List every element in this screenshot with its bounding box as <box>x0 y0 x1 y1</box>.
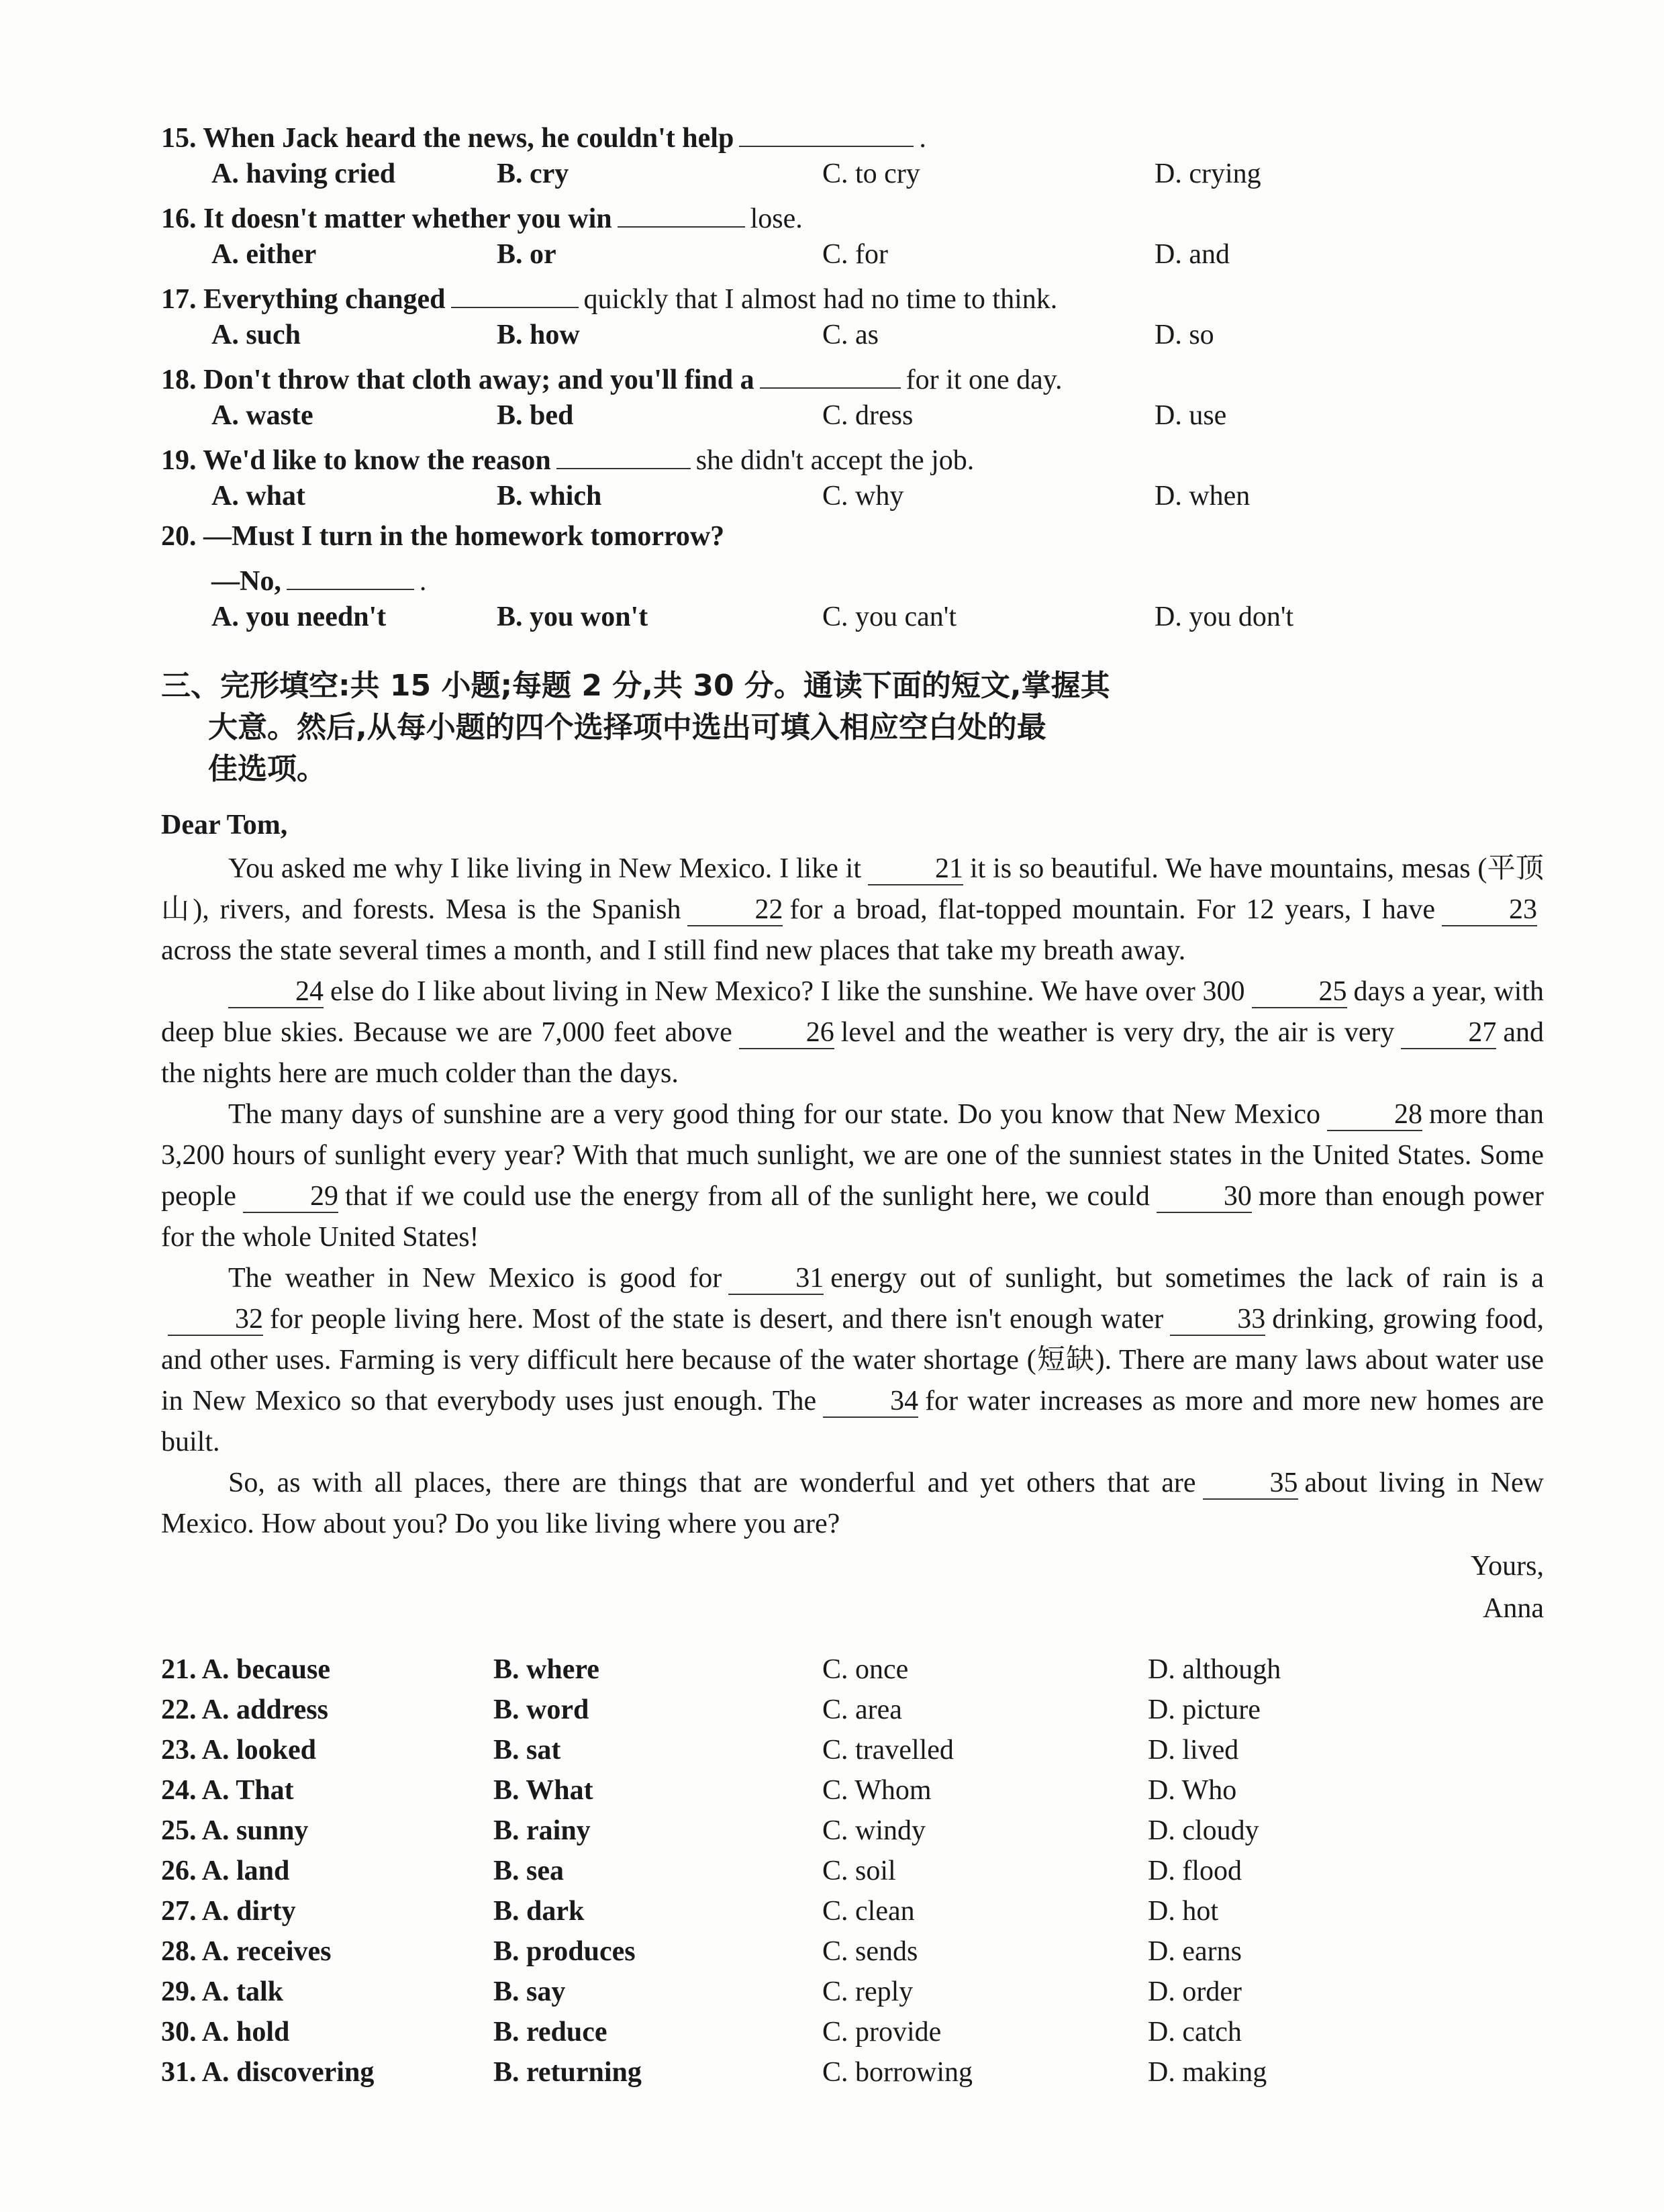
cloze-blank-28: 28 <box>1327 1099 1422 1131</box>
cloze-option-row <box>161 1694 1544 1734</box>
question-stem: 20. —Must I turn in the homework tomorrow? <box>161 521 725 552</box>
option-d: D. crying <box>1155 158 1261 189</box>
option-d: D. order <box>1148 1976 1242 2007</box>
letter-signature: Anna <box>1483 1593 1544 1624</box>
question-stem-end: . <box>919 123 926 154</box>
section-heading-line: 佳选项。 <box>208 752 326 786</box>
passage-text: You asked me why I like living in New Mexico. I like it <box>228 853 861 884</box>
cloze-blank-35: 35 <box>1203 1468 1298 1500</box>
options-16 <box>161 238 1544 277</box>
cloze-blank-31: 31 <box>728 1263 824 1295</box>
option-d: D. lived <box>1148 1735 1239 1766</box>
option-a: 28. A. receives <box>161 1936 332 1967</box>
passage-text: energy out of sunlight, but sometimes the lack of rain is a <box>830 1263 1544 1294</box>
exam-page <box>161 117 1544 2097</box>
option-b: B. word <box>493 1694 589 1725</box>
option-a: 30. A. hold <box>161 2017 290 2048</box>
passage-text: that if we could use the energy from all of the sunlight here, we could <box>344 1181 1150 1212</box>
passage-text: and the nights here are much colder than the days. <box>161 1017 1544 1089</box>
passage-text: more than 3,200 hours of sunlight every year? With that much sunlight, we are one of the sunniest states in the United States. Some people <box>161 1099 1545 1212</box>
answer-blank <box>556 440 691 469</box>
option-b: B. cry <box>497 158 569 189</box>
cloze-blank-25: 25 <box>1252 976 1347 1008</box>
option-c: C. sends <box>822 1936 918 1967</box>
option-b: B. sat <box>493 1735 561 1766</box>
cloze-blank-26: 26 <box>739 1017 834 1049</box>
passage-text: level and the weather is very dry, the air is very <box>840 1017 1395 1048</box>
cloze-option-row <box>161 2016 1544 2056</box>
option-a: 26. A. land <box>161 1856 290 1886</box>
option-b: B. returning <box>493 2057 642 2088</box>
option-c: C. you can't <box>822 602 957 632</box>
option-c: C. borrowing <box>822 2057 973 2088</box>
passage-paragraph-5 <box>161 1463 1544 1545</box>
option-a: 27. A. dirty <box>161 1896 296 1927</box>
cloze-blank-33: 33 <box>1170 1304 1265 1336</box>
option-c: C. reply <box>822 1976 914 2007</box>
answer-blank <box>760 359 901 389</box>
cloze-option-row <box>161 1774 1544 1815</box>
option-a: 24. A. That <box>161 1775 294 1806</box>
section-heading-line: 三、完形填空:共 15 小题;每题 2 分,共 30 分。通读下面的短文,掌握其 <box>161 669 1110 703</box>
option-b: B. bed <box>497 400 574 431</box>
option-b: B. where <box>493 1654 599 1685</box>
passage-paragraph-4 <box>161 1258 1544 1463</box>
passage-text: So, as with all places, there are things that are wonderful and yet others that are <box>228 1468 1196 1498</box>
option-b: B. produces <box>493 1936 636 1967</box>
cloze-blank-30: 30 <box>1157 1181 1252 1213</box>
answer-blank <box>618 198 745 228</box>
option-a: A. what <box>211 481 306 512</box>
cloze-option-row <box>161 1653 1544 1694</box>
question-20-reply <box>161 561 1544 599</box>
option-b: B. which <box>497 481 602 512</box>
question-stem: 19. We'd like to know the reason <box>161 445 551 476</box>
passage-text: drinking, growing food, and other uses. Farming is very difficult here because of the water shortage (短缺). There are many laws about water use in New Mexico so that everybody uses just enough. The <box>161 1304 1544 1416</box>
passage-text: The weather in New Mexico is good for <box>228 1263 722 1294</box>
passage-text: else do I like about living in New Mexico? I like the sunshine. We have over 300 <box>330 976 1245 1007</box>
option-d: D. catch <box>1148 2017 1242 2048</box>
cloze-blank-24: 24 <box>228 976 324 1008</box>
option-c: C. area <box>822 1694 902 1725</box>
option-d: D. use <box>1155 400 1227 431</box>
option-a: 25. A. sunny <box>161 1815 309 1846</box>
option-a: A. having cried <box>211 158 396 189</box>
option-d: D. so <box>1155 320 1214 350</box>
cloze-blank-29: 29 <box>243 1181 338 1213</box>
option-c: C. as <box>822 320 879 350</box>
passage-text: for a broad, flat-topped mountain. For 12 years, I have <box>789 894 1435 925</box>
cloze-passage <box>161 805 1544 1629</box>
cloze-blank-22: 22 <box>687 894 783 926</box>
passage-text: it is so beautiful. We have mountains, mesas (平顶山), rivers, and forests. Mesa is the Spanish <box>161 853 1544 925</box>
options-18 <box>161 399 1544 438</box>
passage-text: The many days of sunshine are a very good thing for our state. Do you know that New Mexico <box>228 1099 1320 1130</box>
question-19 <box>161 440 1544 479</box>
option-b: B. rainy <box>493 1815 591 1846</box>
question-20 <box>161 520 1544 559</box>
options-17 <box>161 319 1544 358</box>
cloze-option-row <box>161 1895 1544 1935</box>
options-15 <box>161 158 1544 197</box>
option-c: C. why <box>822 481 904 512</box>
question-stem: 18. Don't throw that cloth away; and you'll find a <box>161 365 754 395</box>
option-d: D. you don't <box>1155 602 1294 632</box>
passage-text: for water increases as more and more new homes are built. <box>161 1386 1544 1457</box>
option-a: 23. A. looked <box>161 1735 317 1766</box>
question-reply: —No, <box>211 566 281 597</box>
question-16 <box>161 198 1544 237</box>
option-b: B. you won't <box>497 602 648 632</box>
option-c: C. once <box>822 1654 909 1685</box>
letter-salutation: Dear Tom, <box>161 810 288 840</box>
option-a: A. waste <box>211 400 313 431</box>
passage-paragraph-1 <box>161 849 1544 971</box>
passage-text: about living in New Mexico. How about you? Do you like living where you are? <box>161 1468 1545 1539</box>
cloze-option-row <box>161 1935 1544 1976</box>
option-c: C. soil <box>822 1856 896 1886</box>
option-a: 21. A. because <box>161 1654 330 1685</box>
option-d: D. although <box>1148 1654 1281 1685</box>
cloze-options <box>161 1653 1544 2097</box>
option-a: 22. A. address <box>161 1694 328 1725</box>
option-a: A. such <box>211 320 301 350</box>
passage-text: more than enough power for the whole United States! <box>161 1181 1544 1253</box>
question-stem: 17. Everything changed <box>161 284 446 315</box>
answer-blank <box>739 117 914 147</box>
question-17 <box>161 279 1544 318</box>
option-d: D. earns <box>1148 1936 1242 1967</box>
cloze-blank-27: 27 <box>1401 1017 1496 1049</box>
passage-paragraph-2 <box>161 971 1544 1094</box>
option-d: D. Who <box>1148 1775 1237 1806</box>
cloze-option-row <box>161 1976 1544 2016</box>
option-c: C. travelled <box>822 1735 954 1766</box>
option-b: B. sea <box>493 1856 564 1886</box>
cloze-option-row <box>161 1734 1544 1774</box>
question-stem: 15. When Jack heard the news, he couldn't help <box>161 123 734 154</box>
option-c: C. Whom <box>822 1775 932 1806</box>
question-stem-end: she didn't accept the job. <box>695 445 975 476</box>
option-c: C. to cry <box>822 158 920 189</box>
option-b: B. What <box>493 1775 593 1806</box>
option-b: B. or <box>497 239 556 270</box>
cloze-blank-23: 23 <box>1442 894 1537 926</box>
question-stem-end: for it one day. <box>906 365 1063 395</box>
cloze-blank-21: 21 <box>868 853 963 885</box>
option-d: D. picture <box>1148 1694 1261 1725</box>
option-a: 29. A. talk <box>161 1976 284 2007</box>
passage-text: days a year, with deep blue skies. Because we are 7,000 feet above <box>161 976 1544 1048</box>
question-stem-end: lose. <box>750 203 803 234</box>
cloze-blank-34: 34 <box>823 1386 918 1418</box>
section-heading <box>161 665 1181 790</box>
question-18 <box>161 359 1544 398</box>
option-c: C. dress <box>822 400 914 431</box>
passage-text: for people living here. Most of the state is desert, and there isn't enough water <box>270 1304 1164 1335</box>
cloze-blank-32: 32 <box>168 1304 263 1336</box>
option-b: B. reduce <box>493 2017 607 2048</box>
answer-blank <box>451 279 579 308</box>
option-a: 31. A. discovering <box>161 2057 375 2088</box>
option-c: C. provide <box>822 2017 942 2048</box>
option-b: B. dark <box>493 1896 585 1927</box>
question-stem-end: quickly that I almost had no time to think. <box>583 284 1058 315</box>
options-20 <box>161 601 1544 640</box>
passage-text: across the state several times a month, and I still find new places that take my breath away. <box>161 935 1186 966</box>
option-a: A. you needn't <box>211 602 387 632</box>
option-d: D. hot <box>1148 1896 1218 1927</box>
option-d: D. when <box>1155 481 1251 512</box>
cloze-option-row <box>161 1855 1544 1895</box>
letter-closing: Yours, <box>1471 1551 1544 1582</box>
option-d: D. flood <box>1148 1856 1242 1886</box>
option-b: B. how <box>497 320 580 350</box>
section-heading-line: 大意。然后,从每小题的四个选择项中选出可填入相应空白处的最 <box>208 710 1046 744</box>
option-d: D. and <box>1155 239 1230 270</box>
question-stem: 16. It doesn't matter whether you win <box>161 203 612 234</box>
option-a: A. either <box>211 239 317 270</box>
option-c: C. for <box>822 239 888 270</box>
option-b: B. say <box>493 1976 566 2007</box>
option-c: C. windy <box>822 1815 926 1846</box>
option-c: C. clean <box>822 1896 915 1927</box>
cloze-option-row <box>161 1815 1544 1855</box>
question-reply-end: . <box>419 566 427 597</box>
passage-paragraph-3 <box>161 1094 1544 1258</box>
options-19 <box>161 480 1544 519</box>
cloze-option-row <box>161 2056 1544 2097</box>
question-15 <box>161 117 1544 156</box>
option-d: D. making <box>1148 2057 1267 2088</box>
option-d: D. cloudy <box>1148 1815 1259 1846</box>
answer-blank <box>287 561 414 590</box>
